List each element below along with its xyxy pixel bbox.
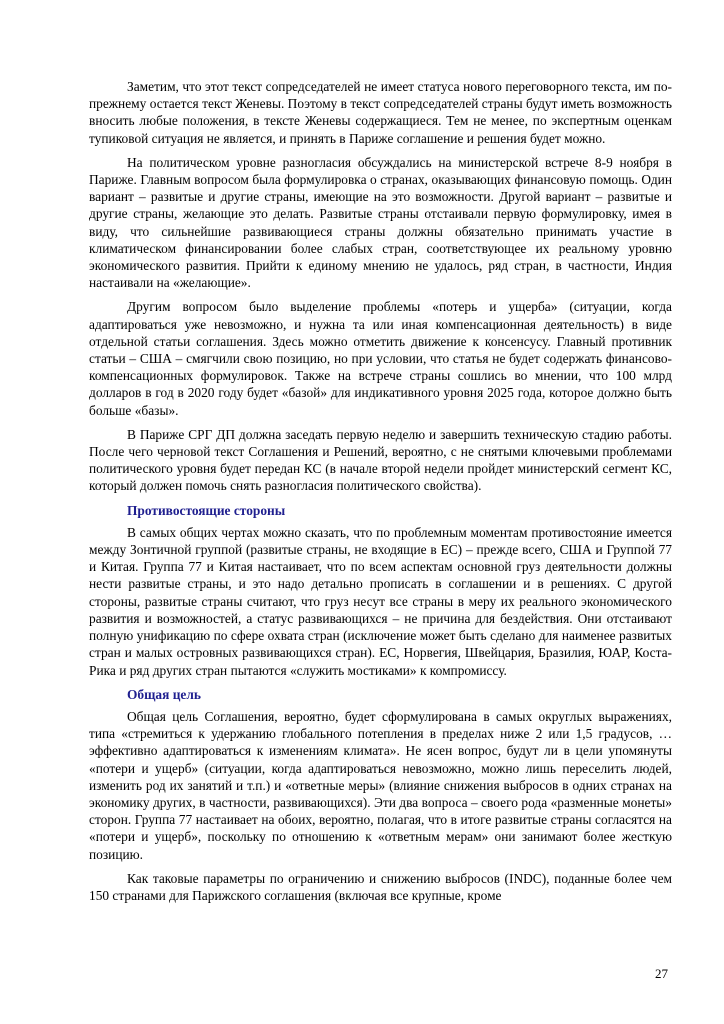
- paragraph: В Париже СРГ ДП должна заседать первую неделю и завершить техническую стадию работы. После чего черновой текст Соглашения и Решений, вероятно, с не снятыми ключевыми проблемами политического уровня будет передан КС (в начале второй недели пройдет министерский сегмент КС, который должен помочь снять разногласия политического свойства).: [89, 426, 672, 494]
- section-heading-common-goal: Общая цель: [127, 686, 201, 702]
- paragraph: Другим вопросом было выделение проблемы «потерь и ущерба» (ситуации, когда адаптироваться уже невозможно, и нужна та или иная компенсационная деятельность) в виде отдельной статьи соглашения. Здесь можно отметить движение к консенсусу. Главный противник статьи – США – смягчили свою позицию, но при условии, что статья не будет содержать финансово-компенсационных формулировок. Также на встрече страны сошлись во мнении, что 100 млрд долларов в год в 2020 году будет «базой» для индикативного уровня 2025 года, которое должно быть больше «базы».: [89, 299, 672, 418]
- paragraph: Как таковые параметры по ограничению и снижению выбросов (INDC), поданные более чем 150 странами для Парижского соглашения (включая все крупные, кроме: [89, 870, 672, 903]
- paragraph: Заметим, что этот текст сопредседателей не имеет статуса нового переговорного текста, им по-прежнему остается текст Женевы. Поэтому в текст сопредседателей страны будут иметь возможность вносить любые положения, в тексте Женевы содержащиеся. Тем не менее, по экспертным оценкам тупиковой ситуация не является, и принять в Париже соглашение и решения будет можно.: [89, 79, 672, 146]
- document-page: [89, 78, 672, 911]
- section-heading-opposing-sides: Противостоящие стороны: [127, 502, 286, 518]
- page-number: 27: [655, 966, 668, 981]
- paragraph: На политическом уровне разногласия обсуждались на министерской встрече 8-9 ноября в Париже. Главным вопросом была формулировка о странах, оказывающих финансовую помощь. Один вариант – развитые и другие страны, имеющие на это возможности. Другой вариант – развитые и другие страны, желающие это делать. Развитые страны отстаивали первую формулировку, имея в виду, что сильнейшие развивающиеся страны должны обязательно принимать участие в климатическом финансировании более слабых стран, соответствующее их реальному уровню экономического развития. Прийти к единому мнению не удалось, ряд стран, в частности, Индия настаивали на «желающие».: [89, 154, 672, 291]
- paragraph: В самых общих чертах можно сказать, что по проблемным моментам противостояние имеется между Зонтичной группой (развитые страны, не входящие в ЕС) – прежде всего, США и Группой 77 и Китая. Группа 77 и Китая настаивает, что по всем аспектам основной груз деятельности должны нести развитые страны, и это надо детально прописать в соглашении и в решениях. С другой стороны, развитые страны считают, что груз несут все страны в меру их реального экономического развития и возможностей, а статус развивающихся – не причина для бездействия. Они отстаивают полную унификацию по сфере охвата стран (исключение может быть сделано для наименее развитых стран и малых островных развивающихся стран). ЕС, Норвегия, Швейцария, Бразилия, ЮАР, Коста-Рика и ряд других стран пытаются «служить мостиками» к компромиссу.: [89, 524, 672, 678]
- paragraph: Общая цель Соглашения, вероятно, будет сформулирована в самых округлых выражениях, типа «стремиться к удержанию глобального потепления в пределах ниже 2 или 1,5 градусов, … эффективно адаптироваться к изменениям климата». Не ясен вопрос, будут ли в цели упомянуты «потери и ущерб» (ситуации, когда адаптироваться невозможно, можно лишь переселить людей, изменить род их занятий и т.п.) и «ответные меры» (влияние снижения выбросов в одних странах на экономику других, в частности, развивающихся). Эти два вопроса – своего рода «разменные монеты» сторон. Группа 77 настаивает на обоих, вероятно, полагая, что в итоге развитые страны согласятся на «потери и ущерб», поскольку по отношению к «ответным мерам» они занимают более жесткую позицию.: [89, 708, 672, 862]
